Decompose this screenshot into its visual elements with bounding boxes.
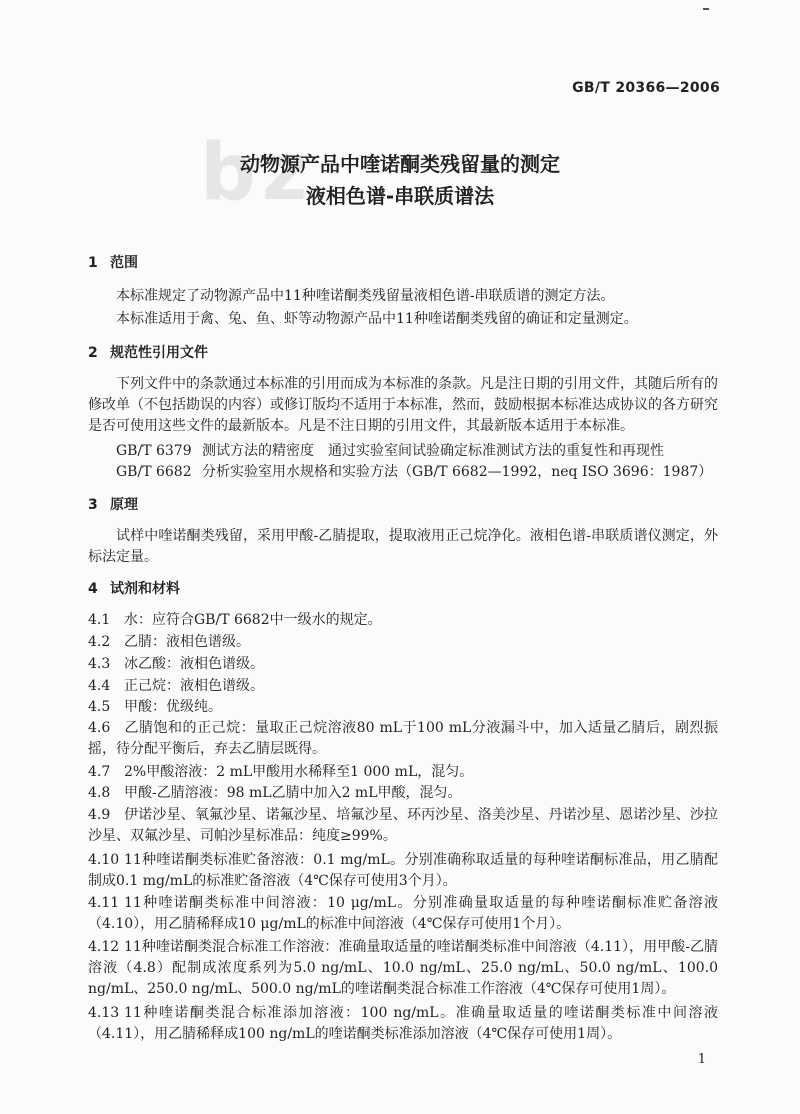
scope-paragraph-2: 本标准适用于禽、兔、鱼、虾等动物源产品中11种喹诺酮类残留的确证和定量测定。 — [116, 311, 638, 327]
principle-paragraph: 试样中喹诺酮类残留，采用甲酸-乙腈提取，提取液用正己烷净化。液相色谱-串联质谱仪测定，外标法定量。 — [88, 528, 718, 565]
reference-code: GB/T 6379 — [116, 443, 192, 459]
item-number: 4.8 — [88, 785, 111, 801]
reagent-item — [88, 1003, 718, 1045]
reagent-item — [88, 783, 718, 804]
item-text: 冰乙酸：液相色谱级。 — [124, 656, 264, 672]
item-number: 4.6 — [88, 720, 111, 736]
document-title-line1: 动物源产品中喹诺酮类残留量的测定 — [240, 152, 560, 176]
section-number: 1 — [88, 255, 98, 271]
item-text: 甲酸：优级纯。 — [124, 699, 222, 715]
watermark: bz — [200, 128, 314, 218]
reference-item — [116, 461, 712, 481]
reference-item — [116, 440, 664, 460]
section-heading-scope — [88, 252, 138, 272]
item-number: 4.3 — [88, 656, 111, 672]
scan-mark — [703, 8, 709, 10]
item-number: 4.1 — [88, 612, 111, 628]
reagent-item — [88, 937, 718, 1000]
item-number: 4.13 — [88, 1005, 120, 1021]
item-number: 4.10 — [88, 852, 120, 868]
item-number: 4.5 — [88, 699, 111, 715]
reference-title: 测试方法的精密度 通过实验室间试验确定标准测试方法的重复性和再现性 — [202, 443, 664, 459]
item-text: 乙腈饱和的正己烷：量取正己烷溶液80 mL于100 mL分液漏斗中，加入适量乙腈后，剧烈振摇，待分配平衡后，弃去乙腈层既得。 — [88, 720, 718, 757]
page-number: 1 — [697, 1052, 706, 1067]
reagent-item — [88, 805, 718, 847]
item-number: 4.2 — [88, 634, 111, 650]
section-title: 原理 — [110, 497, 138, 513]
section-number: 3 — [88, 497, 98, 513]
item-text: 11种喹诺酮类标准中间溶液：10 μg/mL。分别准确量取适量的每种喹诺酮标准贮备溶液（4.10），用乙腈稀释成10 μg/mL的标准中间溶液（4℃保存可使用1个月）。 — [88, 895, 718, 932]
reagent-item — [88, 676, 718, 697]
item-text: 2%甲酸溶液：2 mL甲酸用水稀释至1 000 mL，混匀。 — [124, 764, 474, 780]
section-number: 4 — [88, 581, 98, 597]
item-text: 11种喹诺酮类混合标准添加溶液：100 ng/mL。准确量取适量的喹诺酮类标准中间溶液（4.11），用乙腈稀释成100 ng/mL的喹诺酮类标准添加溶液（4℃保存可使用1周）。 — [88, 1005, 718, 1042]
section-heading-reagents — [88, 578, 180, 598]
reagent-item — [88, 893, 718, 935]
section-title: 规范性引用文件 — [110, 345, 208, 361]
reagent-item — [88, 850, 718, 892]
item-text: 伊诺沙星、氧氟沙星、诺氟沙星、培氟沙星、环丙沙星、洛美沙星、丹诺沙星、恩诺沙星、沙拉沙星、双氟沙星、司帕沙星标准品：纯度≥99%。 — [88, 807, 718, 844]
item-number: 4.4 — [88, 678, 111, 694]
reagent-item — [88, 697, 718, 718]
standard-code: GB/T 20366—2006 — [572, 80, 720, 96]
item-number: 4.11 — [88, 895, 120, 911]
reagent-item — [88, 762, 718, 783]
item-text: 乙腈：液相色谱级。 — [124, 634, 250, 650]
reference-title: 分析实验室用水规格和实验方法（GB/T 6682—1992，neq ISO 3696：1987） — [202, 464, 713, 480]
reagent-item — [88, 654, 718, 675]
reference-code: GB/T 6682 — [116, 464, 192, 480]
reagent-item — [88, 610, 718, 631]
item-text: 正己烷：液相色谱级。 — [124, 678, 264, 694]
reagent-item — [88, 632, 718, 653]
item-text: 水：应符合GB/T 6682中一级水的规定。 — [124, 612, 382, 628]
section-heading-principle — [88, 494, 138, 514]
references-paragraph: 下列文件中的条款通过本标准的引用而成为本标准的条款。凡是注日期的引用文件，其随后所有的修改单（不包括勘误的内容）或修订版均不适用于本标准，然而，鼓励根据本标准达成协议的各方研究是否可使用这些文件的最新版本。凡是不注日期的引用文件，其最新版本适用于本标准。 — [88, 376, 718, 434]
document-title-line2: 液相色谱-串联质谱法 — [305, 184, 495, 208]
scope-paragraph-1: 本标准规定了动物源产品中11种喹诺酮类残留量液相色谱-串联质谱的测定方法。 — [116, 288, 615, 304]
item-text: 11种喹诺酮类混合标准工作溶液：准确量取适量的喹诺酮类标准中间溶液（4.11），用甲酸-乙腈溶液（4.8）配制成浓度系列为5.0 ng/mL、10.0 ng/mL、25.0 ng/mL、50.0 ng/mL、100.0 ng/mL、250.0 ng/mL、500.0 ng/mL的喹诺酮类混合标准工作溶液（4℃保存可使用1周）。 — [88, 939, 718, 997]
section-title: 范围 — [110, 255, 138, 271]
item-text: 甲酸-乙腈溶液：98 mL乙腈中加入2 mL甲酸，混匀。 — [124, 785, 462, 801]
item-number: 4.12 — [88, 939, 120, 955]
section-number: 2 — [88, 345, 98, 361]
section-title: 试剂和材料 — [110, 581, 180, 597]
item-number: 4.9 — [88, 807, 111, 823]
section-heading-normative-references — [88, 342, 208, 362]
item-number: 4.7 — [88, 764, 111, 780]
item-text: 11种喹诺酮类标准贮备溶液：0.1 mg/mL。分别准确称取适量的每种喹诺酮标准品，用乙腈配制成0.1 mg/mL的标准贮备溶液（4℃保存可使用3个月）。 — [88, 852, 718, 889]
reagent-item — [88, 718, 718, 760]
